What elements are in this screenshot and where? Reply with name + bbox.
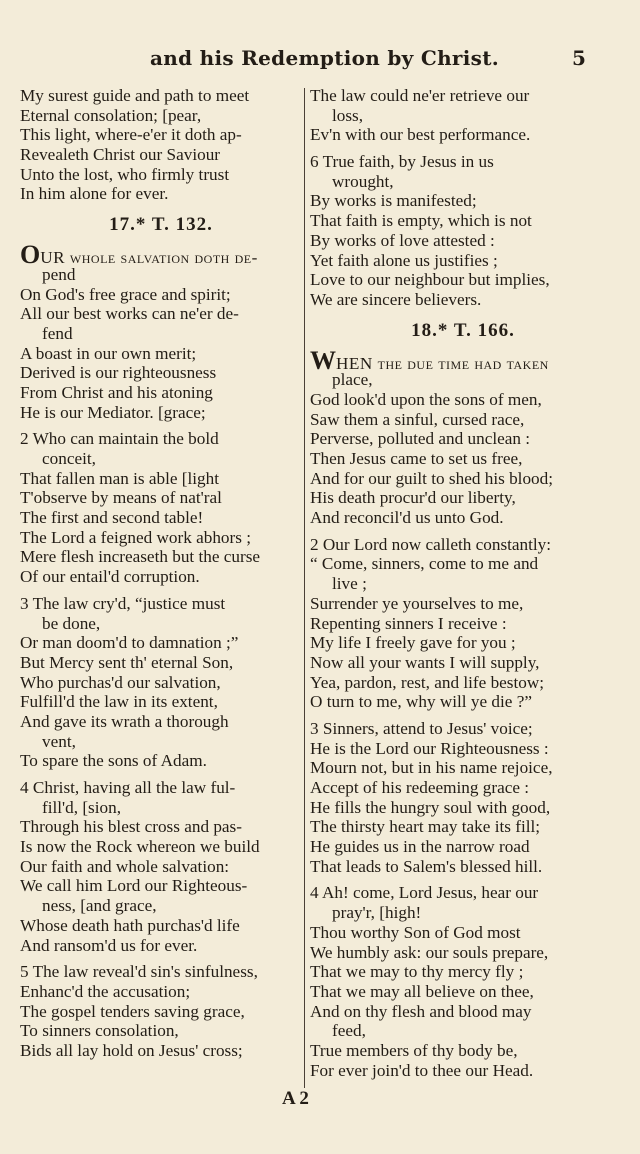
verse-line: 3 The law cry'd, “justice must (20, 593, 226, 613)
continued-stanza (310, 86, 616, 145)
verse-line: We call him Lord our Righteous- (20, 876, 248, 896)
verse-line: Then Jesus came to set us free, (310, 449, 523, 468)
verse-line-first (20, 240, 302, 270)
verse-line: feed, (332, 1021, 366, 1041)
verse-line: He is our Mediator. [grace; (20, 402, 206, 422)
hymn-heading: 18.* T. 166. (411, 319, 515, 341)
verse-line: ness, [and grace, (42, 896, 157, 916)
verse-line: That fallen man is able [light (20, 468, 220, 488)
continued-stanza (20, 86, 302, 204)
stanza (310, 535, 616, 712)
verse-line: That we may all believe on thee, (310, 981, 534, 1001)
verse-line: On God's free grace and spirit; (20, 284, 231, 304)
verse-line: 4 Christ, having all the law ful- (20, 778, 236, 797)
signature-mark: A 2 (282, 1088, 309, 1109)
verse-line: Revealeth Christ our Saviour (20, 145, 221, 165)
left-column (20, 86, 302, 1068)
running-title: and his Redemption by Christ. (150, 46, 500, 70)
verse-line: Fulfill'd the law in its extent, (20, 692, 218, 712)
verse-line: By works is manifested; (310, 191, 477, 211)
verse-line: Who purchas'd our salvation, (20, 672, 221, 692)
verse-line: The first and second table! (20, 508, 204, 528)
verse-line: And for our guilt to shed his blood; (310, 468, 554, 488)
verse-line: “ Come, sinners, come to me and (310, 554, 539, 574)
verse-line: Yet faith alone us justifies ; (310, 250, 498, 270)
stanza (310, 883, 616, 1080)
verse-line: 2 Our Lord now calleth constantly: (310, 534, 552, 554)
verse-line: 6 True faith, by Jesus in us (310, 152, 494, 172)
verse-line: God look'd upon the sons of men, (310, 389, 542, 409)
verse-line: True members of thy body be, (310, 1040, 518, 1060)
verse-line: pend (42, 264, 76, 284)
drop-cap: W (310, 345, 336, 375)
right-column (310, 86, 616, 1087)
stanza (310, 719, 616, 877)
drop-cap: O (20, 240, 41, 270)
verse-line: Yea, pardon, rest, and life bestow; (310, 672, 545, 692)
verse-line: And reconcil'd us unto God. (310, 508, 504, 528)
verse-line: Surrender ye yourselves to me, (310, 593, 524, 613)
verse-line: T'observe by means of nat'ral (20, 488, 222, 508)
verse-line: We humbly ask: our souls prepare, (310, 942, 549, 962)
verse-line: Our faith and whole salvation: (20, 856, 230, 876)
verse-line: To sinners consolation, (20, 1021, 179, 1041)
verse-line: O turn to me, why will ye die ?” (310, 692, 532, 712)
verse-line: This light, where-e'er it doth ap- (20, 125, 242, 145)
verse-line: And ransom'd us for ever. (20, 935, 198, 955)
verse-line: But Mercy sent th' eternal Son, (20, 652, 234, 672)
verse-line: By works of love attested : (310, 230, 495, 250)
verse-line: Perverse, polluted and unclean : (310, 429, 531, 449)
verse-line: live ; (332, 574, 367, 594)
verse-line: 2 Who can maintain the bold (20, 429, 219, 449)
verse-line: That faith is empty, which is not (310, 211, 532, 231)
stanza (20, 778, 302, 955)
verse-line: The Lord a feigned work abhors ; (20, 527, 251, 547)
verse-line: A boast in our own merit; (20, 343, 197, 363)
verse-line: My life I freely gave for you ; (310, 633, 516, 653)
verse-line: For ever join'd to thee our Head. (310, 1060, 534, 1080)
verse-line: Ev'n with our best performance. (310, 125, 531, 145)
verse-line: place, (332, 370, 373, 390)
column-divider (304, 88, 305, 1088)
verse-line: Derived is our righteousness (20, 363, 217, 383)
stanza (20, 594, 302, 771)
verse-line: Accept of his redeeming grace : (310, 778, 530, 797)
verse-line: Enhanc'd the accusation; (20, 981, 191, 1001)
verse-line: conceit, (42, 449, 96, 468)
verse-line: Thou worthy Son of God most (310, 922, 521, 942)
stanza (310, 345, 616, 528)
verse-line: He guides us in the narrow road (310, 837, 530, 857)
verse-line: Love to our neighbour but implies, (310, 270, 550, 290)
verse-line: Of our entail'd corruption. (20, 567, 200, 587)
verse-line-first (310, 345, 616, 375)
verse-line: He fills the hungry soul with good, (310, 797, 551, 817)
page-number: 5 (572, 46, 586, 70)
verse-line: And on thy flesh and blood may (310, 1001, 532, 1021)
verse-line: My surest guide and path to meet (20, 86, 250, 105)
verse-line: vent, (42, 731, 76, 751)
verse-line: In him alone for ever. (20, 184, 169, 204)
verse-line: We are sincere believers. (310, 289, 482, 309)
verse-line: The law could ne'er retrieve our (310, 86, 530, 105)
verse-text: UR whole salvation doth de- (40, 248, 258, 268)
verse-line: be done, (42, 613, 101, 633)
verse-line: He is the Lord our Righteousness : (310, 738, 549, 758)
verse-line: Mourn not, but in his name rejoice, (310, 758, 553, 778)
verse-line: Mere flesh increaseth but the curse (20, 547, 261, 567)
stanza (20, 962, 302, 1060)
verse-line: Saw them a sinful, cursed race, (310, 409, 525, 429)
verse-line: From Christ and his atoning (20, 382, 213, 402)
verse-line: Bids all lay hold on Jesus' cross; (20, 1040, 243, 1060)
verse-line: The thirsty heart may take its fill; (310, 817, 541, 837)
verse-text: HEN the due time had taken (336, 353, 549, 373)
verse-line: Whose death hath purchas'd life (20, 915, 240, 935)
verse-line: loss, (332, 105, 364, 125)
verse-line: His death procur'd our liberty, (310, 488, 516, 508)
verse-line: fend (42, 323, 73, 343)
verse-line: And gave its wrath a thorough (20, 711, 229, 731)
verse-line: 3 Sinners, attend to Jesus' voice; (310, 718, 533, 738)
verse-line: That leads to Salem's blessed hill. (310, 856, 543, 876)
hymn-heading: 17.* T. 132. (109, 214, 213, 236)
verse-line: Repenting sinners I receive : (310, 613, 507, 633)
stanza (310, 152, 616, 310)
verse-line: The gospel tenders saving grace, (20, 1001, 245, 1021)
verse-line: Through his blest cross and pas- (20, 817, 242, 837)
verse-line: Now all your wants I will supply, (310, 652, 540, 672)
verse-line: All our best works can ne'er de- (20, 304, 239, 324)
verse-line: pray'r, [high! (332, 903, 422, 923)
stanza (20, 429, 302, 587)
verse-line: Unto the lost, who firmly trust (20, 164, 230, 184)
stanza (20, 240, 302, 422)
verse-line: wrought, (332, 171, 394, 191)
verse-line: Is now the Rock whereon we build (20, 837, 260, 857)
verse-line: To spare the sons of Adam. (20, 751, 207, 771)
verse-line: 5 The law reveal'd sin's sinfulness, (20, 962, 258, 982)
verse-line: fill'd, [sion, (42, 797, 122, 817)
verse-line: That we may to thy mercy fly ; (310, 962, 524, 982)
verse-line: 4 Ah! come, Lord Jesus, hear our (310, 883, 539, 903)
verse-line: Or man doom'd to damnation ;” (20, 633, 239, 653)
verse-line: Eternal consolation; [pear, (20, 105, 202, 125)
